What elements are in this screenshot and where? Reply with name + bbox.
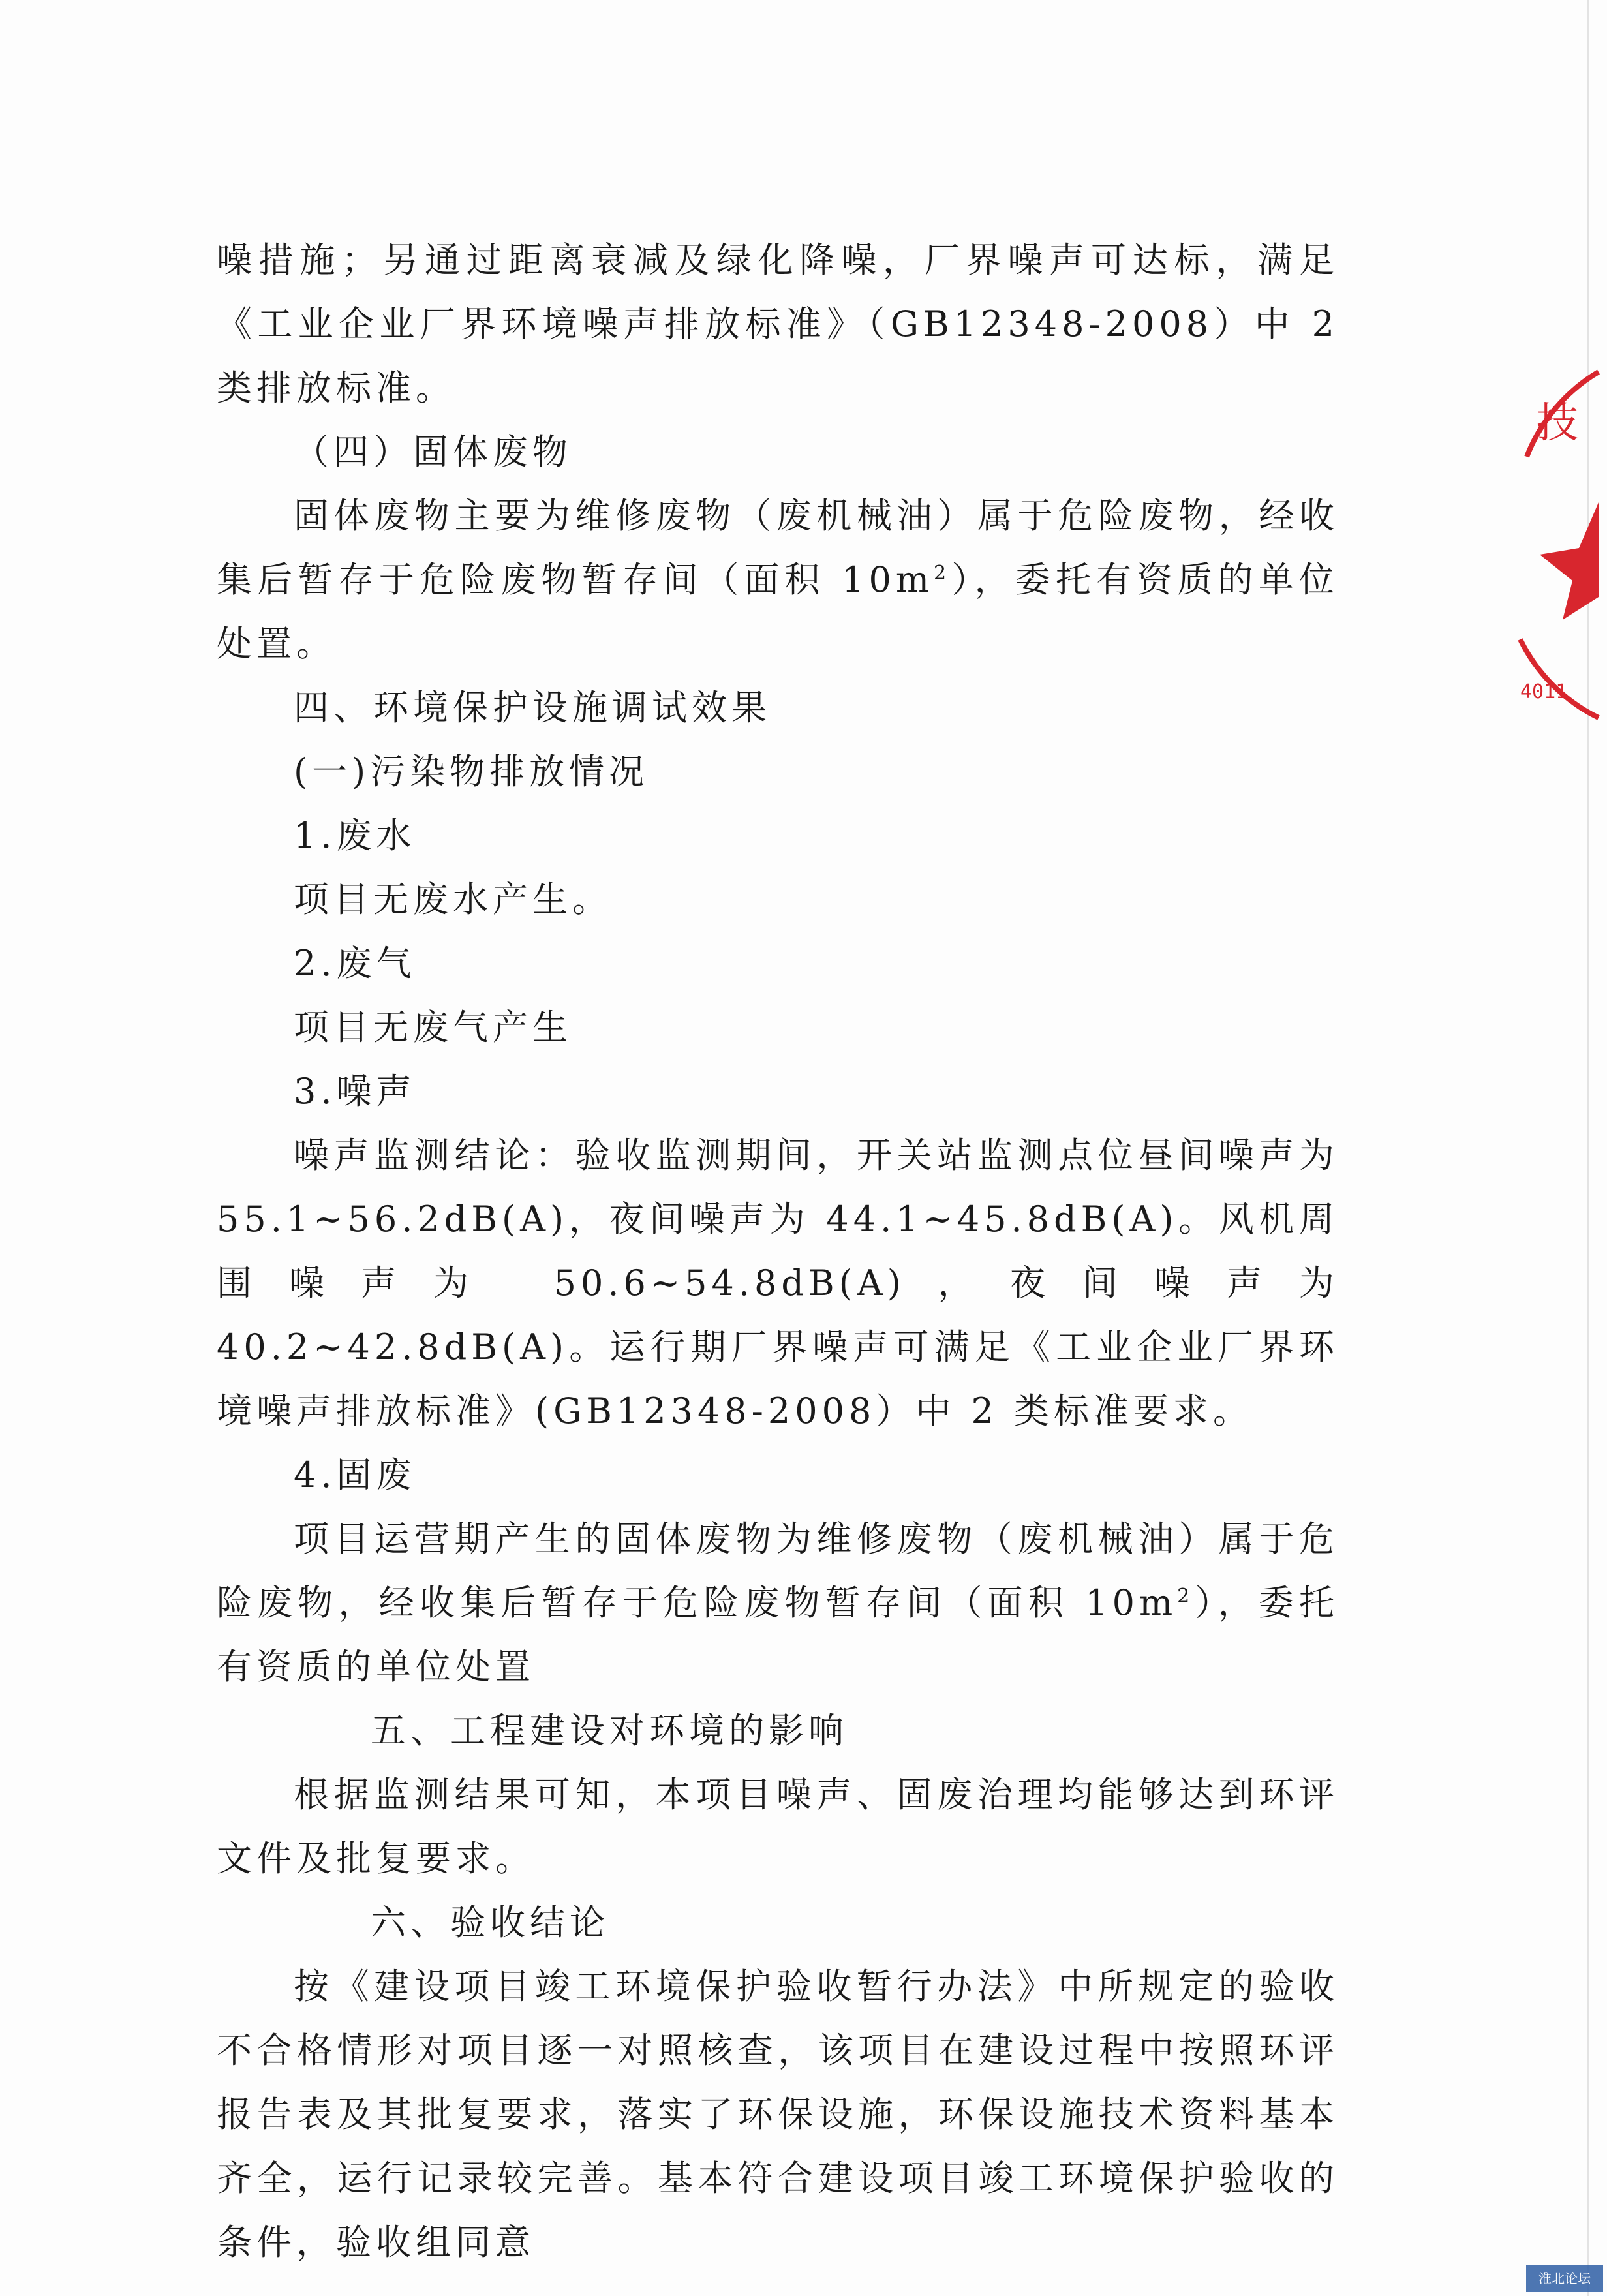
paragraph-impact: 根据监测结果可知，本项目噪声、固废治理均能够达到环评文件及批复要求。 — [217, 1774, 1339, 1879]
heading-section-5: 五、工程建设对环境的影响 — [371, 1710, 848, 1751]
heading-pollutant-discharge: (一)污染物排放情况 — [294, 751, 649, 792]
paragraph-solid-waste-operation-tail: ），委托有资质的单位处置 — [217, 1582, 1339, 1687]
paragraph-noise-measures: 噪措施；另通过距离衰减及绿化降噪，厂界噪声可达标，满足《工业企业厂界环境噪声排放标准》（GB12348-2008）中 2 类排放标准。 — [217, 239, 1355, 408]
heading-solid-waste-2: 4.固废 — [294, 1454, 416, 1495]
paragraph-solid-waste-text: 固体废物主要为维修废物（废机械油）属于危险废物，经收集后暂存于危险废物暂存间（面积 10m — [217, 495, 1339, 600]
seal-number: 4011 — [1520, 681, 1568, 703]
paragraph-solid-waste — [217, 484, 1339, 676]
heading-solid-waste: （四）固体废物 — [294, 431, 572, 472]
heading-section-4: 四、环境保护设施调试效果 — [294, 687, 771, 728]
document-body — [217, 228, 1355, 2274]
red-seal-stamp — [1501, 365, 1605, 731]
seal-graphic — [1501, 365, 1605, 731]
heading-noise: 3.噪声 — [294, 1071, 416, 1112]
paragraph-solid-waste-operation — [217, 1507, 1339, 1699]
seal-char: 技 — [1537, 399, 1578, 448]
paragraph-wastewater: 项目无废水产生。 — [294, 879, 612, 920]
superscript-2-b: 2 — [1177, 1585, 1195, 1608]
superscript-2: 2 — [934, 562, 951, 585]
watermark-logo: 淮北论坛 — [1526, 2265, 1603, 2292]
paragraph-acceptance-conclusion: 按《建设项目竣工环境保护验收暂行办法》中所规定的验收不合格情形对项目逐一对照核查，该项目在建设过程中按照环评报告表及其批复要求，落实了环保设施，环保设施技术资料基本齐全，运行记录较完善。基本符合建设项目竣工环境保护验收的条件，验收组同意 — [217, 1966, 1339, 2263]
paragraph-solid-waste-operation-text: 项目运营期产生的固体废物为维修废物（废机械油）属于危险废物，经收集后暂存于危险废物暂存间（面积 10m — [217, 1518, 1339, 1623]
heading-section-6: 六、验收结论 — [371, 1902, 609, 1943]
heading-waste-gas: 2.废气 — [294, 943, 416, 984]
heading-wastewater: 1.废水 — [294, 815, 416, 856]
page-edge-line — [1587, 0, 1589, 2296]
paragraph-waste-gas: 项目无废气产生 — [294, 1007, 572, 1048]
paragraph-solid-waste-tail: ），委托有资质的单位处置。 — [217, 559, 1339, 664]
paragraph-noise-conclusion: 噪声监测结论：验收监测期间，开关站监测点位昼间噪声为 55.1~56.2dB(A)，夜间噪声为 44.1~45.8dB(A)。风机周围噪声为 50.6~54.8dB(A)，夜间噪声为 40.2~42.8dB(A)。运行期厂界噪声可满足《工业企业厂界环境噪声排放标准》(GB12348-2008）中 2 类标准要求。 — [217, 1135, 1355, 1431]
